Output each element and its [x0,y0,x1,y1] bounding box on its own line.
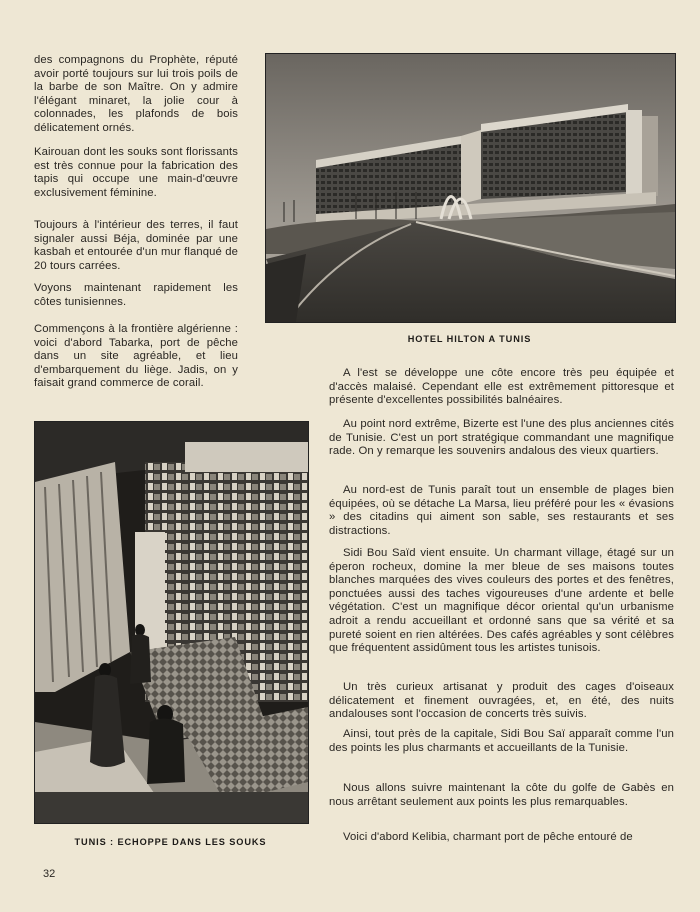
right-paragraph-5: Un très curieux artisanat y produit des cages d'oiseaux délicatement et finement ouvragées, et, en été, des nuits andalouses sont l'occasion de concerts très suivis. [329,681,674,721]
right-paragraph-8: Voici d'abord Kelibia, charmant port de pêche entouré de [343,831,633,843]
right-paragraph-6: Ainsi, tout près de la capitale, Sidi Bou Saï apparaît comme l'un des points les plus charmants et accueillants de la Tunisie. [329,728,674,754]
left-paragraph-1: des compagnons du Prophète, réputé avoir porté toujours sur lui trois poils de la barbe de son Maître. On y admire l'élégant minaret, la jolie cour à colonnades, les plafonds de bois délicatement ornés. [34,54,238,134]
right-paragraph-1: A l'est se développe une côte encore très peu équipée et d'accès malaisé. Cependant elle est extrêmement pittoresque et présente d'excellentes possibilités balnéaires. [329,367,674,407]
souks-caption: TUNIS : ECHOPPE DANS LES SOUKS [74,837,267,847]
right-paragraph-7: Nous allons suivre maintenant la côte du golfe de Gabès en nous arrêtant seulement aux points les plus remarquables. [329,782,674,808]
hotel-hilton-image [266,54,675,322]
left-paragraph-4: Voyons maintenant rapidement les côtes tunisiennes. [34,282,238,308]
right-paragraph-2: Au point nord extrême, Bizerte est l'une des plus anciennes cités de Tunisie. C'est un port stratégique commandant une magnifique rade. On y remarque les souvenirs andalous des vieux quartiers. [329,418,674,458]
souks-shop-photo [34,421,309,824]
left-paragraph-3: Toujours à l'intérieur des terres, il faut signaler aussi Béja, dominée par une kasbah et entourée d'un mur flanqué de 20 tours carrées. [34,219,238,272]
hotel-hilton-photo [265,53,676,323]
right-paragraph-4: Sidi Bou Saïd vient ensuite. Un charmant village, étagé sur un éperon rocheux, domine la mer bleue de ses maisons toutes blanches marquées des vives couleurs des portes et des fenêtres, ponctuées aussi des taches vigoureuses d'une ardente et belle végétation. C'est un magnifique décor oriental qu'un urbanisme adroit a rendu accueillant et ordonné sans que sa vérité et sa pureté soient en rien altérées. Des cafés agréables y sont célèbres que fréquentent assidûment tous les artistes tunisois. [329,547,674,655]
left-paragraph-2: Kairouan dont les souks sont florissants est très connue pour la fabrication des tapis qui occupe une main-d'œuvre exclusivement féminine. [34,146,238,199]
left-paragraph-5: Commençons à la frontière algérienne : voici d'abord Tabarka, port de pêche dans un site agréable, et lieu d'embarquement du liège. Jadis, on y faisait grand commerce de corail. [34,323,238,390]
page-number: 32 [43,868,56,880]
souks-shop-image [35,422,308,823]
right-paragraph-3: Au nord-est de Tunis paraît tout un ensemble de plages bien équipées, où se détache La Marsa, lieu préféré pour les « évasions » des citadins qui aiment son sable, ses restaurants et ses distractions. [329,484,674,537]
hotel-hilton-caption: HOTEL HILTON A TUNIS [407,334,532,344]
